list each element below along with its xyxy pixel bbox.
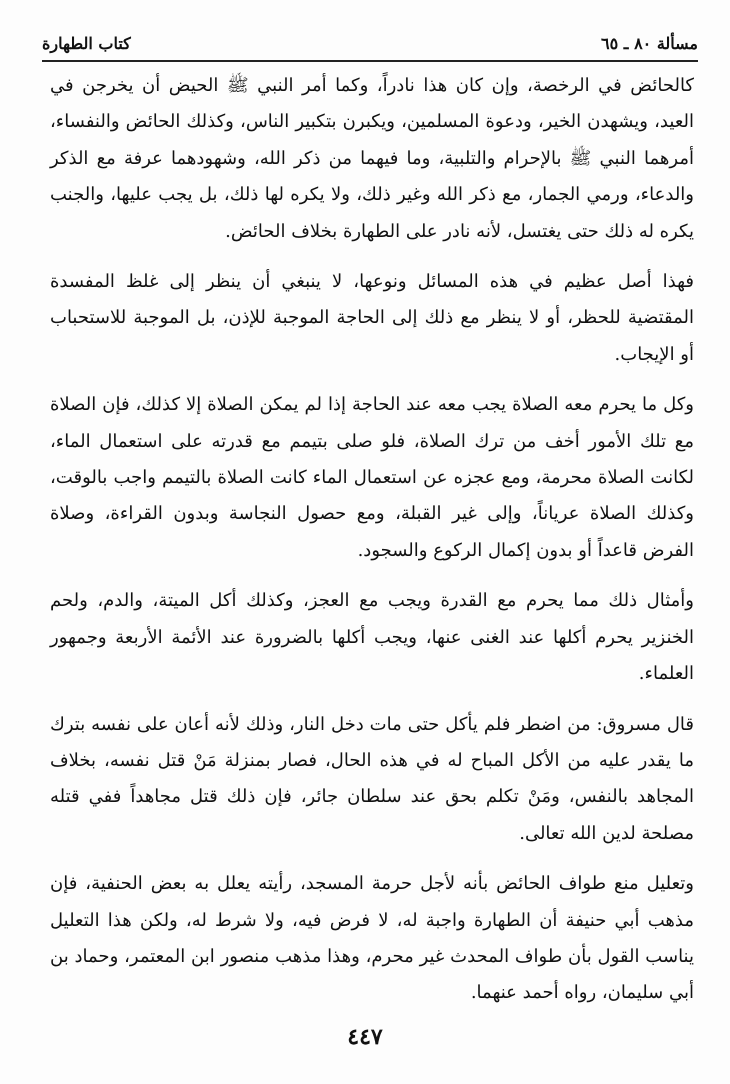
paragraph: فهذا أصل عظيم في هذه المسائل ونوعها، لا ينبغي أن ينظر إلى غلظ المفسدة المقتضية للحظر، أو لا ينظر مع ذلك إلى الحاجة الموجبة للإذن، بل الموجبة للاستحباب أو الإيجاب. <box>50 271 694 365</box>
paragraph: وكل ما يحرم معه الصلاة يجب معه عند الحاجة إذا لم يمكن الصلاة إلا كذلك، فإن الصلاة مع تلك الأمور أخف من ترك الصلاة، فلو صلى بتيمم مع قدرته على استعمال الماء، لكانت الصلاة محرمة، ومع عجزه عن استعمال الماء كانت الصلاة بالتيمم واجب بالوقت، وكذلك الصلاة عرياناً، وإلى غير القبلة، ومع حصول النجاسة وبدون القراءة، وصلاة الفرض قاعداً أو بدون إكمال الركوع والسجود. <box>50 394 694 561</box>
book-title: كتاب الطهارة <box>42 34 131 53</box>
page-number: ٤٤٧ <box>347 1024 383 1050</box>
paragraph: وأمثال ذلك مما يحرم مع القدرة ويجب مع العجز، وكذلك أكل الميتة، والدم، ولحم الخنزير يحرم أكلها عند الغنى عنها، ويجب أكلها بالضرورة عند الأئمة الأربعة وجمهور العلماء. <box>50 590 694 685</box>
page-body <box>50 68 694 1026</box>
paragraph: وتعليل منع طواف الحائض بأنه لأجل حرمة المسجد، رأيته يعلل به بعض الحنفية، فإن مذهب أبي حنيفة أن الطهارة واجبة له، لا فرض فيه، ولا شرط له، ولكن هذا التعليل يناسب القول بأن طواف المحدث غير محرم، وهذا مذهب منصور ابن المعتمر، وحماد بن أبي سليمان، رواه أحمد عنهما. <box>50 873 694 1004</box>
running-header <box>42 30 698 58</box>
paragraph: كالحائض في الرخصة، وإن كان هذا نادراً، وكما أمر النبي ﷺ الحيض أن يخرجن في العيد، ويشهدن الخير، ودعوة المسلمين، ويكبرن بتكبير الناس، وكذلك الحائض والنفساء، أمرهما النبي ﷺ بالإحرام والتلبية، وما فيهما من ذكر الله، وشهودهما عرفة مع الذكر والدعاء، ورمي الجمار، مع ذكر الله وغير ذلك، ولا يكره لها ذلك، بل يجب عليها، والجنب يكره له ذلك حتى يغتسل، لأنه نادر على الطهارة بخلاف الحائض. <box>50 75 694 242</box>
issue-label: مسألة ٨٠ ـ ٦٥ <box>601 34 698 53</box>
header-rule <box>42 60 698 62</box>
paragraph: قال مسروق: من اضطر فلم يأكل حتى مات دخل النار، وذلك لأنه أعان على نفسه بترك ما يقدر عليه من الأكل المباح له في هذه الحال، فصار بمنزلة مَنْ قتل نفسه، بخلاف المجاهد بالنفس، ومَنْ تكلم بحق عند سلطان جائر، فإن ذلك قتل مجاهداً ففي قتله مصلحة لدين الله تعالى. <box>50 713 694 844</box>
